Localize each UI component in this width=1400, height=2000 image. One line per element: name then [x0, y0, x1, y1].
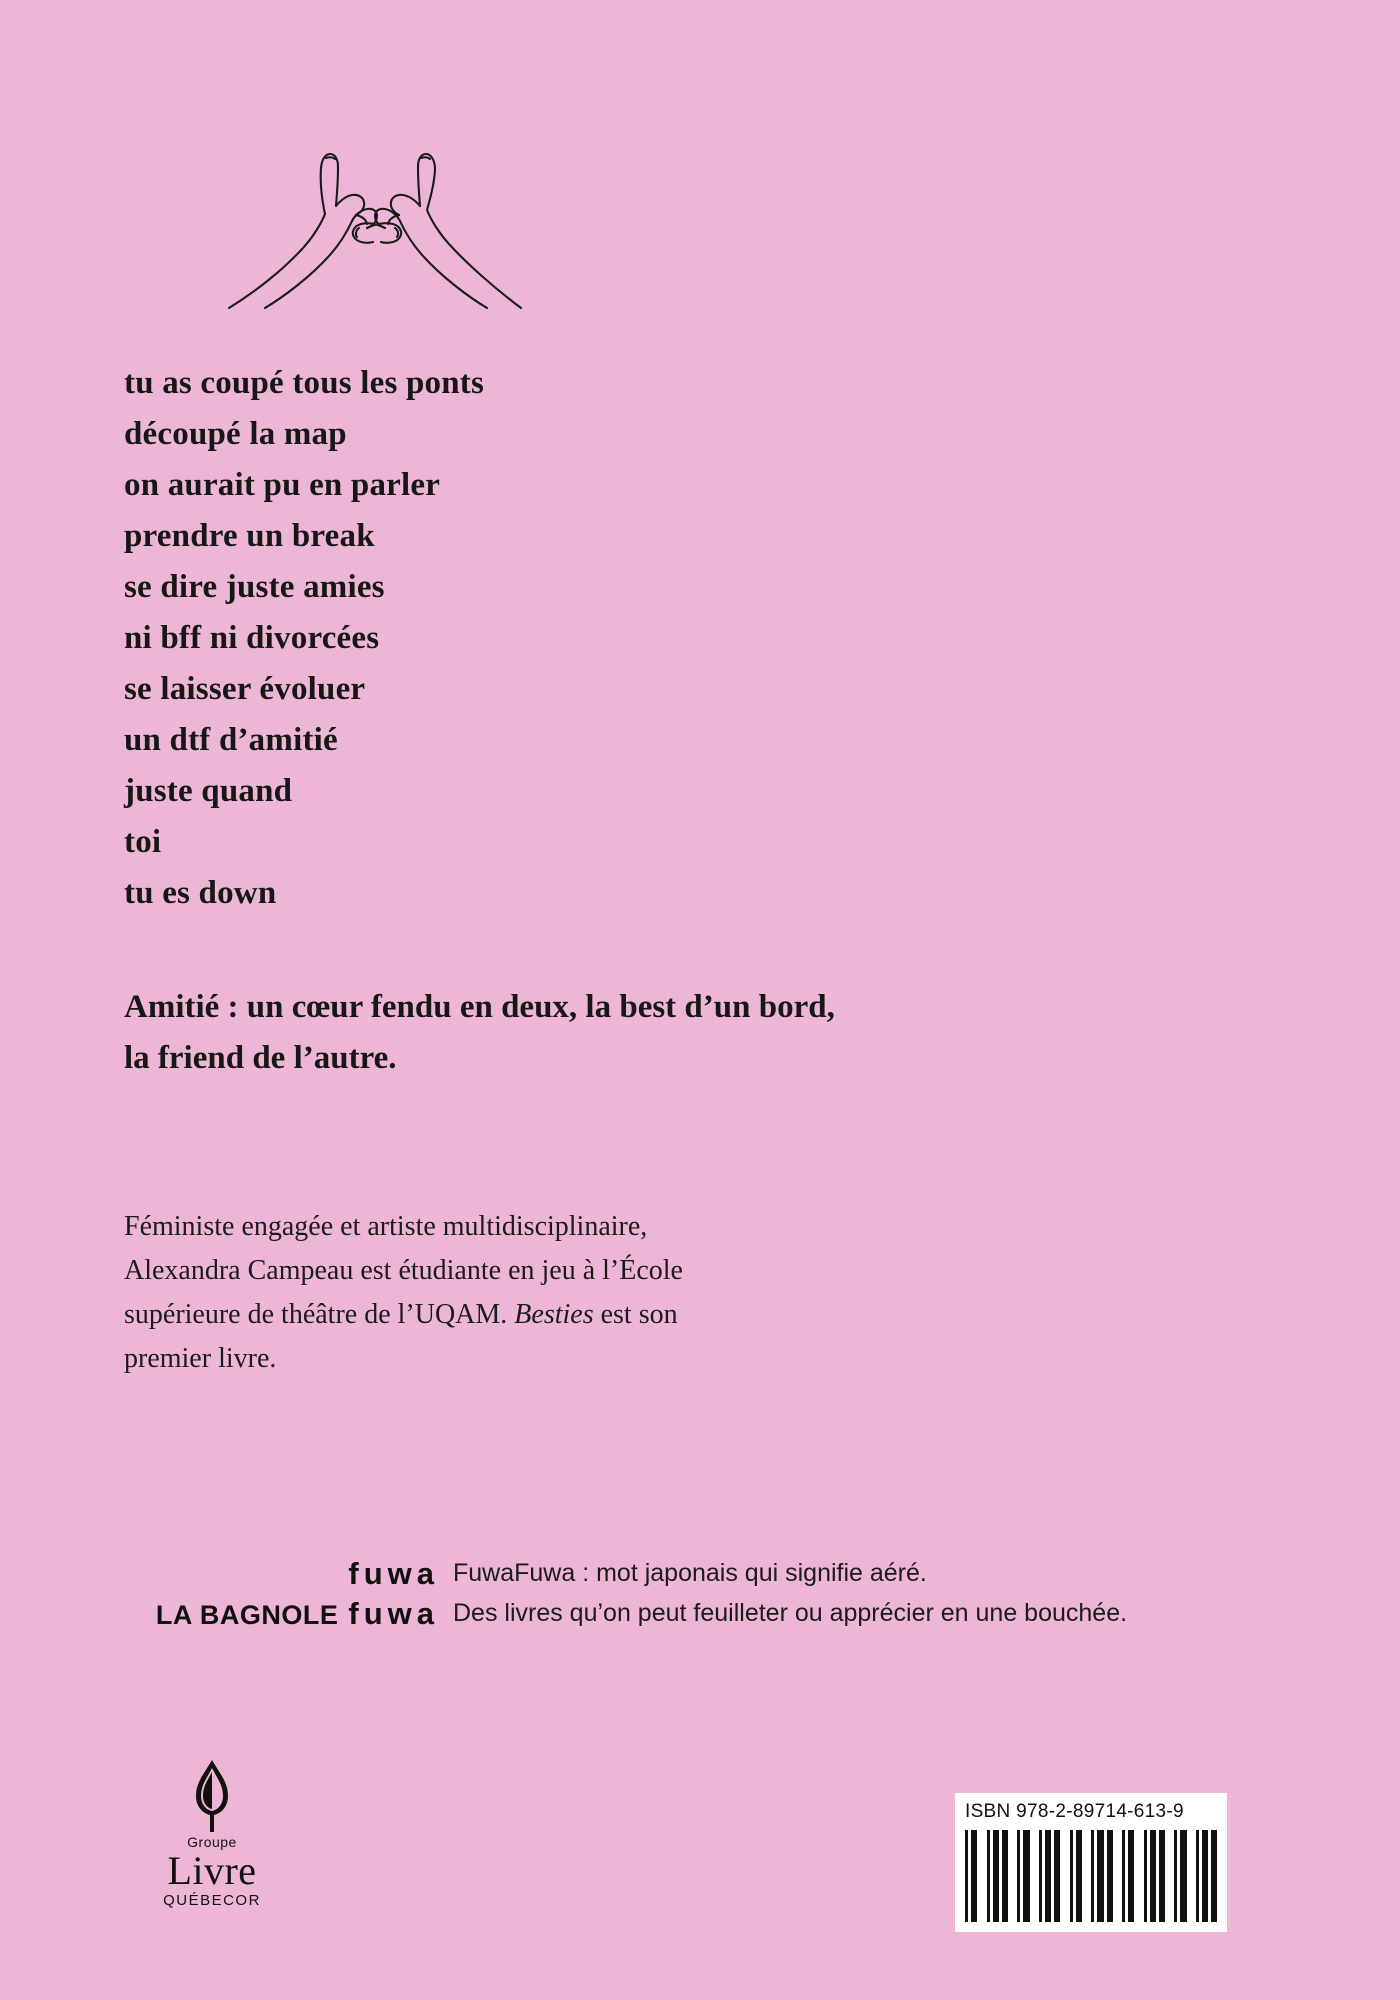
leaf-icon	[180, 1760, 244, 1832]
poem-line: un dtf d’amitié	[124, 722, 338, 758]
imprint-fuwa-bottom: fuwa	[348, 1596, 439, 1631]
poem-line: se dire juste amies	[124, 569, 385, 605]
bio-text: est son	[593, 1299, 678, 1330]
book-title-italic: Besties	[514, 1299, 594, 1330]
poem-line: prendre un break	[124, 518, 375, 554]
pinky-promise-hands-icon	[225, 120, 525, 310]
poem-line: tu es down	[124, 875, 277, 911]
poem-line: toi	[124, 824, 162, 860]
imprint-fuwa-top: fuwa	[348, 1556, 439, 1591]
logo-livre-label: Livre	[167, 1848, 257, 1893]
poem-line: on aurait pu en parler	[124, 467, 441, 503]
imprint-logo	[124, 1552, 439, 1634]
bio-line: premier livre.	[124, 1343, 277, 1374]
poem-line: ni bff ni divorcées	[124, 620, 380, 656]
logo-quebecor-label: QUÉBECOR	[163, 1892, 261, 1909]
publisher-block	[124, 1552, 1284, 1634]
statement-line: Amitié : un cœur fendu en deux, la best d’un bord,	[124, 989, 835, 1025]
isbn-barcode-block	[955, 1793, 1227, 1932]
imprint-tagline	[439, 1552, 1284, 1633]
poem-line: se laisser évoluer	[124, 671, 366, 707]
imprint-tagline-line: Des livres qu’on peut feuilleter ou apprécier en une bouchée.	[453, 1599, 1128, 1627]
bio-line: Féministe engagée et artiste multidisciplinaire,	[124, 1211, 648, 1242]
imprint-la-bagnole: LA BAGNOLE	[155, 1600, 339, 1630]
barcode	[965, 1830, 1217, 1922]
statement-line: la friend de l’autre.	[124, 1040, 397, 1076]
author-bio	[124, 1205, 1024, 1381]
imprint-tagline-line: FuwaFuwa : mot japonais qui signifie aéré.	[453, 1559, 927, 1587]
isbn-number: ISBN 978-2-89714-613-9	[965, 1801, 1184, 1822]
groupe-livre-quebecor-logo	[122, 1760, 302, 1920]
statement-block	[124, 982, 1154, 1084]
poem-block	[124, 358, 1024, 919]
bio-line: Alexandra Campeau est étudiante en jeu à l’École	[124, 1255, 683, 1286]
poem-line: tu as coupé tous les ponts	[124, 365, 485, 401]
bio-line	[124, 1293, 1024, 1337]
bio-text: supérieure de théâtre de l’UQAM.	[124, 1299, 515, 1330]
poem-line: découpé la map	[124, 416, 347, 452]
logo-groupe-label: Groupe	[187, 1834, 237, 1850]
poem-line: juste quand	[124, 773, 293, 809]
